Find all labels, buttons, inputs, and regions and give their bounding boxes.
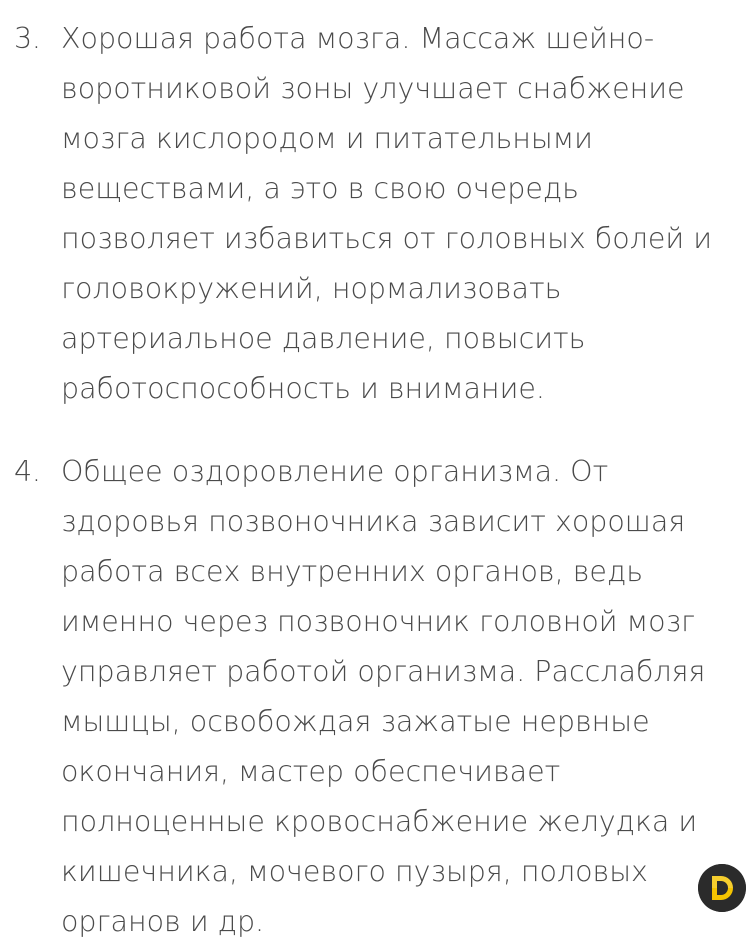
list-item-number: 4. [14,455,41,488]
list-item-number: 3. [14,22,41,55]
text-line: управляет работой организма. Расслабляя [61,655,706,688]
text-line: позволяет избавиться от головных болей и [61,222,713,255]
text-line: мозга кислородом и питательными [61,122,593,155]
text-line: органов и др. [61,905,265,938]
text-line: работа всех внутренних органов, ведь [61,555,644,588]
list-item-text [61,14,747,414]
text-line: мышцы, освобождая зажатые нервные [61,705,650,738]
list-item-text [61,447,747,947]
text-line: артериальное давление, повысить [61,322,586,355]
text-line: веществами, а это в свою очередь [61,172,579,205]
text-line: работоспособность и внимание. [61,372,545,405]
text-line: кишечника, мочевого пузыря, половых [61,855,648,888]
text-line: головокружений, нормализовать [61,272,562,305]
text-line: Общее оздоровление организма. От [61,455,609,488]
text-line: Хорошая работа мозга. Массаж шейно- [61,22,655,55]
text-line: полноценные кровоснабжение желудка и [61,805,698,838]
text-line: воротниковой зоны улучшает снабжение [61,72,685,105]
yellow-d-logo-icon[interactable] [698,864,746,912]
text-line: именно через позвоночник головной мозг [61,605,695,638]
text-line: окончания, мастер обеспечивает [61,755,561,788]
text-line: здоровья позвоночника зависит хорошая [61,505,686,538]
